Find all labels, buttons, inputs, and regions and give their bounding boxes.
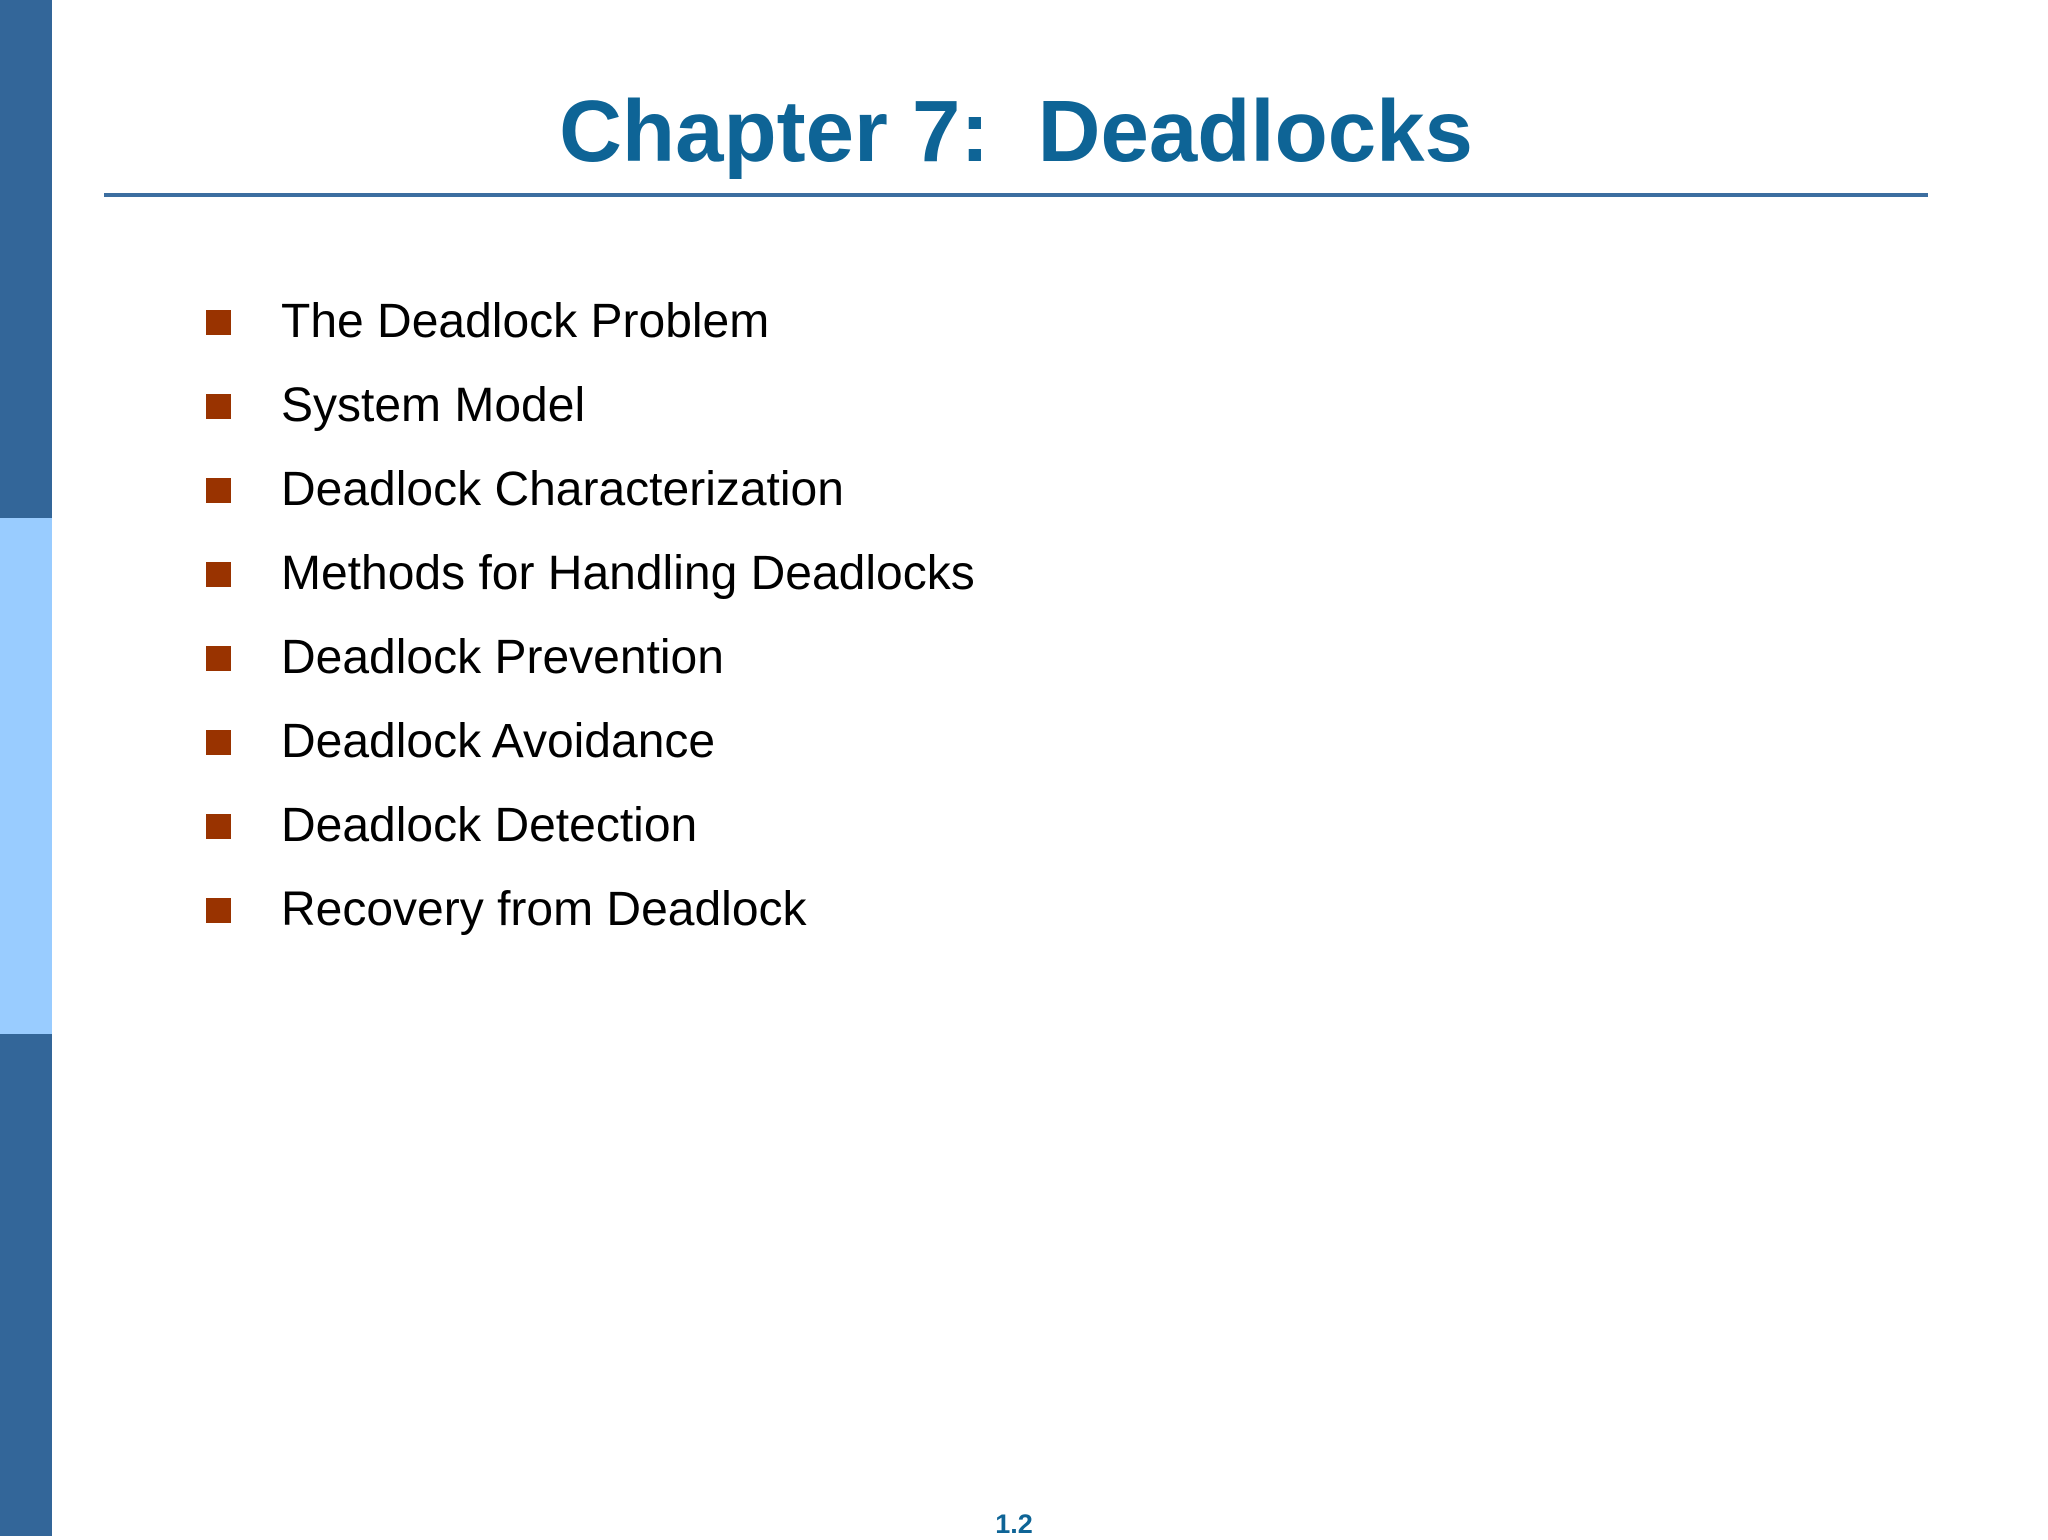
bullet-item bbox=[206, 448, 975, 532]
title-underline bbox=[104, 193, 1928, 197]
bullet-item bbox=[206, 364, 975, 448]
page-number: 1.2 bbox=[995, 1509, 1033, 1539]
square-bullet-icon bbox=[206, 478, 231, 503]
bullet-list bbox=[206, 280, 975, 952]
bullet-text: Deadlock Detection bbox=[281, 799, 698, 852]
slide-title: Chapter 7: Deadlocks bbox=[559, 83, 1473, 180]
square-bullet-icon bbox=[206, 898, 231, 923]
bullet-text: Deadlock Characterization bbox=[281, 463, 844, 516]
bullet-text: Recovery from Deadlock bbox=[281, 883, 807, 936]
square-bullet-icon bbox=[206, 814, 231, 839]
bullet-text: The Deadlock Problem bbox=[281, 295, 770, 348]
bullet-text: Methods for Handling Deadlocks bbox=[281, 547, 975, 600]
bullet-text: System Model bbox=[281, 379, 586, 432]
side-bar-segment-top bbox=[0, 0, 52, 518]
side-bar-segment-bottom bbox=[0, 1034, 52, 1536]
bullet-text: Deadlock Prevention bbox=[281, 631, 724, 684]
square-bullet-icon bbox=[206, 646, 231, 671]
bullet-item bbox=[206, 868, 975, 952]
square-bullet-icon bbox=[206, 562, 231, 587]
side-bar bbox=[0, 0, 52, 1536]
bullet-item bbox=[206, 616, 975, 700]
bullet-item bbox=[206, 280, 975, 364]
square-bullet-icon bbox=[206, 730, 231, 755]
bullet-item bbox=[206, 784, 975, 868]
square-bullet-icon bbox=[206, 394, 231, 419]
bullet-item bbox=[206, 532, 975, 616]
bullet-text: Deadlock Avoidance bbox=[281, 715, 716, 768]
bullet-item bbox=[206, 700, 975, 784]
square-bullet-icon bbox=[206, 310, 231, 335]
side-bar-segment-middle bbox=[0, 518, 52, 1034]
